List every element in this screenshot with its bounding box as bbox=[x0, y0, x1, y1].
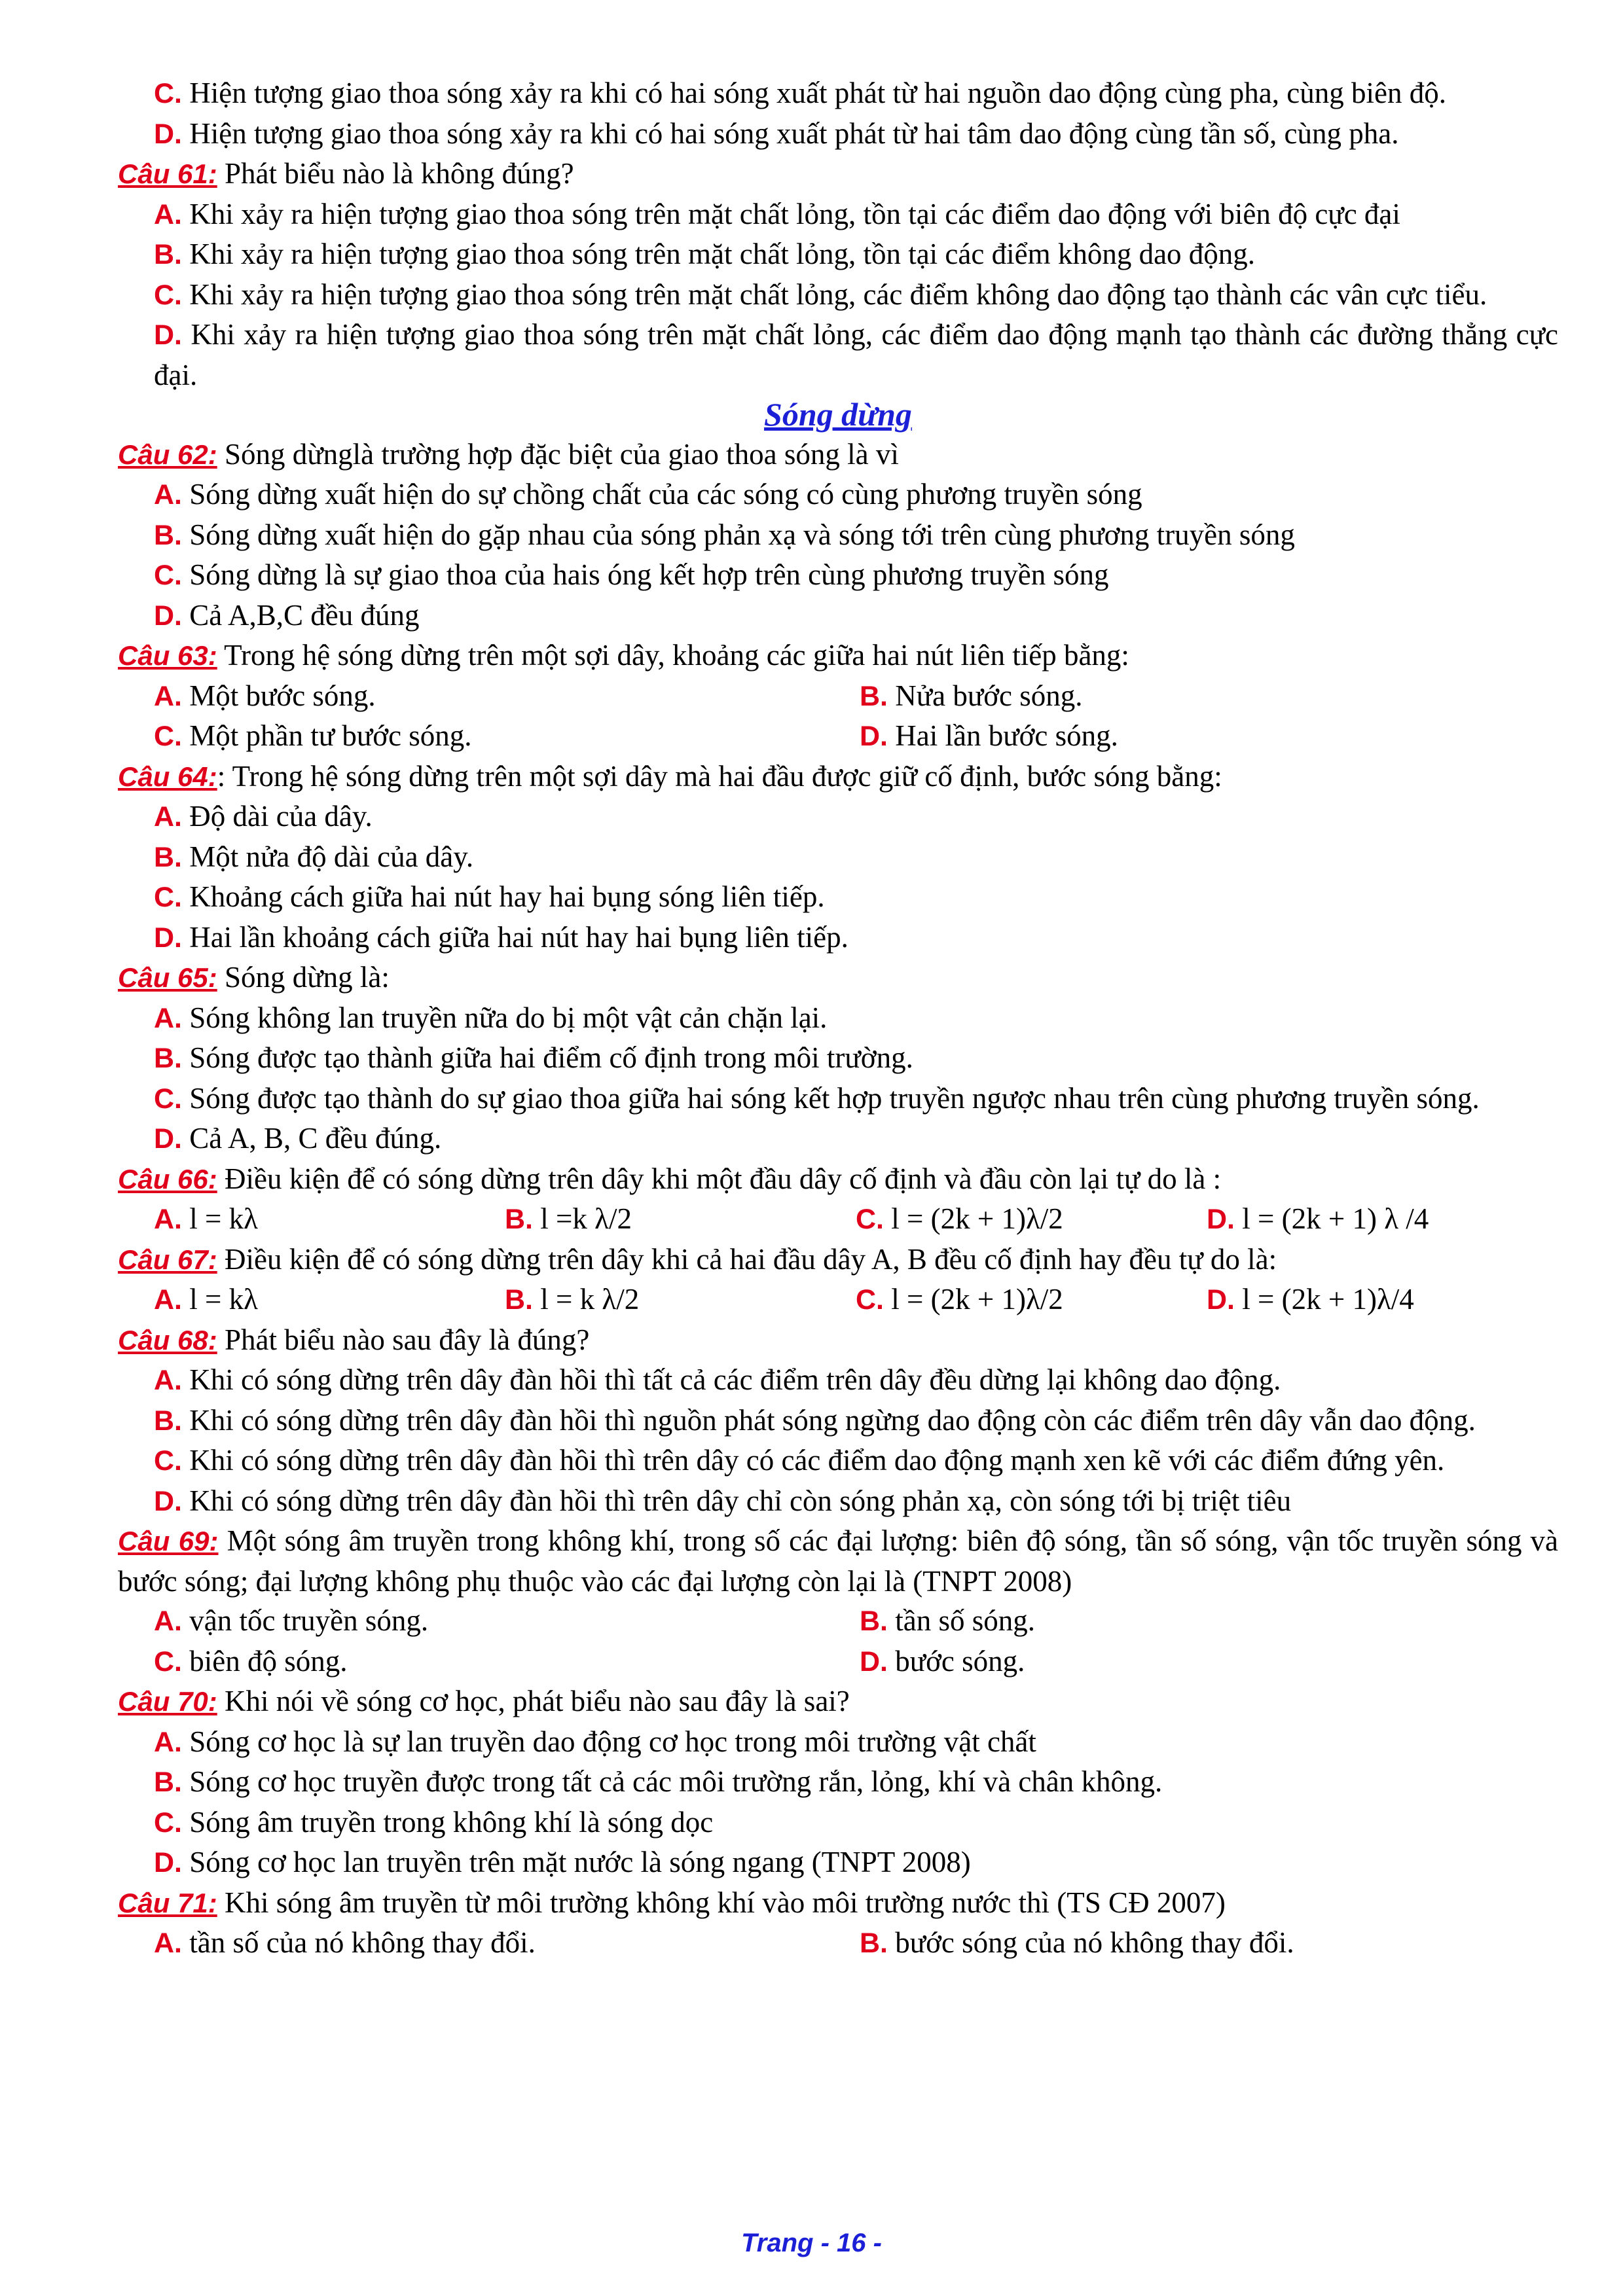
option-a bbox=[154, 1199, 505, 1240]
option-label: B. bbox=[860, 1605, 888, 1637]
option-a bbox=[118, 1722, 1558, 1763]
question-label: Câu 63: bbox=[118, 640, 217, 671]
option-text: Khi xảy ra hiện tượng giao thoa sóng trên mặt chất lỏng, các điểm không dao động tạo thành các vân cực tiểu. bbox=[189, 278, 1487, 311]
option-label: C. bbox=[154, 882, 182, 913]
options-row bbox=[118, 1601, 1558, 1641]
option-text: Sóng không lan truyền nữa do bị một vật cản chặn lại. bbox=[189, 1001, 828, 1034]
question-label: Câu 64: bbox=[118, 761, 217, 792]
option-label: B. bbox=[505, 1284, 533, 1316]
question-label: Câu 70: bbox=[118, 1686, 217, 1717]
option-label: A. bbox=[154, 1365, 182, 1396]
question-text: Điều kiện để có sóng dừng trên dây khi một đầu dây cố định và đầu còn lại tự do là : bbox=[224, 1162, 1222, 1195]
question-71 bbox=[118, 1883, 1558, 1924]
question-label: Câu 67: bbox=[118, 1244, 217, 1275]
options-row bbox=[118, 1280, 1558, 1320]
question-text: Sóng dừng là: bbox=[224, 961, 390, 994]
option-a bbox=[118, 194, 1558, 235]
option-b bbox=[505, 1199, 856, 1240]
option-c bbox=[154, 716, 860, 757]
option-text: l =k λ/2 bbox=[540, 1202, 632, 1235]
option-label: D. bbox=[1207, 1204, 1235, 1235]
option-label: A. bbox=[154, 198, 182, 230]
option-label: B. bbox=[154, 519, 182, 551]
question-67 bbox=[118, 1240, 1558, 1280]
option-a bbox=[154, 1923, 860, 1964]
option-text: Khi xảy ra hiện tượng giao thoa sóng trên mặt chất lỏng, tồn tại các điểm không dao động. bbox=[189, 238, 1256, 270]
option-label: C. bbox=[856, 1204, 884, 1235]
option-text: Hai lần bước sóng. bbox=[895, 719, 1118, 752]
option-text: Hiện tượng giao thoa sóng xảy ra khi có hai sóng xuất phát từ hai nguồn dao động cùng pha, cùng biên độ. bbox=[189, 77, 1446, 109]
option-b bbox=[118, 1038, 1558, 1079]
question-64 bbox=[118, 757, 1558, 797]
option-text: l = (2k + 1) λ /4 bbox=[1242, 1202, 1429, 1235]
option-c bbox=[154, 1641, 860, 1682]
option-label: C. bbox=[154, 1445, 182, 1477]
option-a bbox=[154, 1280, 505, 1320]
option-d bbox=[118, 1481, 1558, 1522]
option-text: Một phần tư bước sóng. bbox=[189, 719, 472, 752]
option-label: D. bbox=[154, 600, 182, 632]
question-68 bbox=[118, 1320, 1558, 1361]
option-text: Khi xảy ra hiện tượng giao thoa sóng trên mặt chất lỏng, tồn tại các điểm dao động với biên độ cực đại bbox=[189, 197, 1400, 230]
option-b bbox=[118, 1401, 1558, 1441]
option-a bbox=[118, 998, 1558, 1039]
option-text: vận tốc truyền sóng. bbox=[189, 1604, 429, 1637]
question-text: Sóng dừnglà trường hợp đặc biệt của giao thoa sóng là vì bbox=[224, 437, 899, 471]
question-text: Phát biểu nào là không đúng? bbox=[224, 157, 574, 190]
option-text: Hiện tượng giao thoa sóng xảy ra khi có hai sóng xuất phát từ hai tâm dao động cùng tần số, cùng pha. bbox=[189, 117, 1399, 150]
option-text: biên độ sóng. bbox=[189, 1644, 348, 1677]
option-c bbox=[118, 555, 1558, 596]
question-label: Câu 61: bbox=[118, 158, 217, 189]
option-d bbox=[118, 596, 1558, 636]
option-label: D. bbox=[154, 118, 182, 150]
option-label: C. bbox=[154, 78, 182, 109]
option-text: Độ dài của dây. bbox=[189, 800, 373, 833]
option-text: Sóng được tạo thành giữa hai điểm cố định trong môi trường. bbox=[189, 1041, 913, 1074]
option-text: Một bước sóng. bbox=[189, 679, 376, 712]
option-label: B. bbox=[154, 1043, 182, 1074]
option-d bbox=[118, 315, 1558, 395]
option-label: D. bbox=[1207, 1284, 1235, 1316]
question-text: Điều kiện để có sóng dừng trên dây khi cả hai đầu dây A, B đều cố định hay đều tự do là: bbox=[224, 1242, 1277, 1276]
option-d bbox=[860, 716, 1118, 757]
option-label: C. bbox=[154, 1083, 182, 1115]
option-c bbox=[856, 1199, 1207, 1240]
option-text: Sóng âm truyền trong không khí là sóng dọc bbox=[189, 1805, 714, 1839]
option-text: Khi có sóng dừng trên dây đàn hồi thì nguồn phát sóng ngừng dao động còn các điểm trên dây vẫn dao động. bbox=[189, 1403, 1476, 1437]
option-label: D. bbox=[154, 1847, 182, 1878]
option-text: tần số của nó không thay đổi. bbox=[189, 1926, 536, 1959]
option-d bbox=[118, 918, 1558, 958]
option-text: Khi có sóng dừng trên dây đàn hồi thì trên dây chỉ còn sóng phản xạ, còn sóng tới bị triệt tiêu bbox=[189, 1484, 1292, 1517]
question-text: Một sóng âm truyền trong không khí, trong số các đại lượng: biên độ sóng, tần số sóng, vận tốc truyền sóng và bước sóng; đại lượng không phụ thuộc vào các đại lượng còn lại là (TNPT 2008) bbox=[118, 1524, 1559, 1598]
option-a bbox=[154, 1601, 860, 1641]
option-label: A. bbox=[154, 1605, 182, 1637]
option-text: l = k λ/2 bbox=[540, 1283, 640, 1316]
option-b bbox=[118, 515, 1558, 556]
option-label: B. bbox=[860, 680, 888, 712]
option-c bbox=[118, 1441, 1558, 1481]
option-label: C. bbox=[154, 1806, 182, 1839]
option-text: Cả A, B, C đều đúng. bbox=[189, 1122, 442, 1155]
option-b bbox=[118, 234, 1558, 275]
question-62 bbox=[118, 435, 1558, 475]
option-label: B. bbox=[154, 1767, 182, 1798]
option-label: B. bbox=[154, 841, 182, 873]
option-text: l = (2k + 1)λ/2 bbox=[891, 1202, 1063, 1235]
page-number-footer: Trang - 16 - bbox=[741, 2229, 882, 2257]
option-a bbox=[118, 475, 1558, 515]
option-text: l = (2k + 1)λ/2 bbox=[891, 1283, 1063, 1316]
option-label: B. bbox=[860, 1928, 888, 1959]
options-row bbox=[118, 1199, 1558, 1240]
question-text: Khi nói về sóng cơ học, phát biểu nào sau đây là sai? bbox=[224, 1685, 850, 1717]
option-label: D. bbox=[154, 1485, 182, 1517]
question-65 bbox=[118, 958, 1558, 998]
option-text: bước sóng. bbox=[895, 1644, 1025, 1677]
option-b bbox=[860, 676, 1083, 717]
option-text: Sóng dừng là sự giao thoa của hais óng kết hợp trên cùng phương truyền sóng bbox=[189, 558, 1109, 591]
option-a bbox=[118, 797, 1558, 837]
option-label: A. bbox=[154, 1284, 182, 1316]
question-66 bbox=[118, 1159, 1558, 1200]
option-label: C. bbox=[154, 721, 182, 752]
option-c bbox=[118, 877, 1558, 918]
option-label: A. bbox=[154, 1928, 182, 1959]
section-title: Sóng dừng bbox=[764, 396, 912, 433]
question-label: Câu 62: bbox=[118, 439, 217, 470]
question-61 bbox=[118, 154, 1558, 194]
option-label: D. bbox=[154, 922, 182, 954]
option-a bbox=[154, 676, 860, 717]
option-label: A. bbox=[154, 1204, 182, 1235]
option-c bbox=[118, 1803, 1558, 1843]
option-text: Một nửa độ dài của dây. bbox=[189, 840, 474, 873]
option-text: Sóng dừng xuất hiện do gặp nhau của sóng phản xạ và sóng tới trên cùng phương truyền sóng bbox=[189, 518, 1295, 551]
question-63 bbox=[118, 636, 1558, 676]
option-text: Sóng cơ học lan truyền trên mặt nước là sóng ngang (TNPT 2008) bbox=[189, 1846, 971, 1878]
option-a bbox=[118, 1360, 1558, 1401]
document-page bbox=[118, 73, 1558, 1964]
question-label: Câu 66: bbox=[118, 1163, 217, 1194]
option-text: Sóng cơ học truyền được trong tất cả các môi trường rắn, lỏng, khí và chân không. bbox=[189, 1765, 1163, 1798]
option-text: bước sóng của nó không thay đổi. bbox=[895, 1926, 1294, 1959]
option-d bbox=[118, 114, 1558, 154]
option-label: A. bbox=[154, 1726, 182, 1758]
option-text: tần số sóng. bbox=[895, 1604, 1035, 1637]
question-label: Câu 65: bbox=[118, 962, 217, 993]
question-text: Phát biểu nào sau đây là đúng? bbox=[224, 1323, 590, 1356]
option-text: Nửa bước sóng. bbox=[895, 679, 1083, 712]
option-c bbox=[118, 275, 1558, 315]
option-text: Sóng được tạo thành do sự giao thoa giữa hai sóng kết hợp truyền ngược nhau trên cùng phương truyền sóng. bbox=[189, 1081, 1480, 1115]
question-label: Câu 68: bbox=[118, 1324, 217, 1355]
option-label: B. bbox=[154, 239, 182, 270]
question-label: Câu 69: bbox=[118, 1526, 219, 1556]
question-text: Trong hệ sóng dừng trên một sợi dây, khoảng các giữa hai nút liên tiếp bằng: bbox=[224, 639, 1129, 672]
question-label: Câu 71: bbox=[118, 1887, 217, 1918]
option-d bbox=[118, 1119, 1558, 1159]
option-text: Khi có sóng dừng trên dây đàn hồi thì tất cả các điểm trên dây đều dừng lại không dao động. bbox=[189, 1363, 1281, 1396]
option-label: B. bbox=[154, 1405, 182, 1437]
option-d bbox=[118, 1842, 1558, 1883]
option-label: D. bbox=[860, 721, 888, 752]
question-69 bbox=[118, 1521, 1558, 1601]
option-text: Sóng cơ học là sự lan truyền dao động cơ học trong môi trường vật chất bbox=[189, 1725, 1036, 1758]
option-c bbox=[118, 1079, 1558, 1119]
option-b bbox=[860, 1601, 1035, 1641]
option-label: D. bbox=[154, 1123, 182, 1155]
option-text: Khi xảy ra hiện tượng giao thoa sóng trên mặt chất lỏng, các điểm dao động mạnh tạo thành các đường thẳng cực đại. bbox=[154, 318, 1559, 391]
option-label: B. bbox=[505, 1204, 533, 1235]
option-c bbox=[856, 1280, 1207, 1320]
question-text: Khi sóng âm truyền từ môi trường không khí vào môi trường nước thì (TS CĐ 2007) bbox=[224, 1886, 1226, 1919]
question-70 bbox=[118, 1681, 1558, 1722]
option-label: A. bbox=[154, 801, 182, 833]
option-d bbox=[1207, 1280, 1558, 1320]
option-b bbox=[118, 1762, 1558, 1803]
option-text: l = (2k + 1)λ/4 bbox=[1242, 1283, 1414, 1316]
option-label: C. bbox=[856, 1284, 884, 1316]
options-row bbox=[118, 676, 1558, 717]
question-text: : Trong hệ sóng dừng trên một sợi dây mà hai đầu được giữ cố định, bước sóng bằng: bbox=[217, 759, 1222, 793]
option-text: l = kλ bbox=[189, 1283, 258, 1316]
option-text: Khoảng cách giữa hai nút hay hai bụng sóng liên tiếp. bbox=[189, 880, 825, 913]
option-label: A. bbox=[154, 479, 182, 511]
option-label: C. bbox=[154, 1645, 182, 1677]
options-row bbox=[118, 716, 1558, 757]
option-label: A. bbox=[154, 680, 182, 712]
option-label: A. bbox=[154, 1002, 182, 1034]
option-text: Hai lần khoảng cách giữa hai nút hay hai bụng liên tiếp. bbox=[189, 920, 848, 954]
option-label: D. bbox=[154, 319, 182, 351]
option-label: C. bbox=[154, 560, 182, 591]
option-text: l = kλ bbox=[189, 1202, 258, 1235]
options-row bbox=[118, 1923, 1558, 1964]
options-row bbox=[118, 1641, 1558, 1682]
option-label: D. bbox=[860, 1645, 888, 1677]
option-b bbox=[118, 837, 1558, 878]
option-text: Sóng dừng xuất hiện do sự chồng chất của các sóng có cùng phương truyền sóng bbox=[189, 478, 1142, 511]
option-d bbox=[860, 1641, 1025, 1682]
option-label: C. bbox=[154, 279, 182, 311]
option-text: Khi có sóng dừng trên dây đàn hồi thì trên dây có các điểm dao động mạnh xen kẽ với các điểm đứng yên. bbox=[189, 1444, 1445, 1477]
option-c bbox=[118, 73, 1558, 114]
option-b bbox=[860, 1923, 1294, 1964]
option-b bbox=[505, 1280, 856, 1320]
option-text: Cả A,B,C đều đúng bbox=[189, 598, 420, 632]
option-d bbox=[1207, 1199, 1558, 1240]
